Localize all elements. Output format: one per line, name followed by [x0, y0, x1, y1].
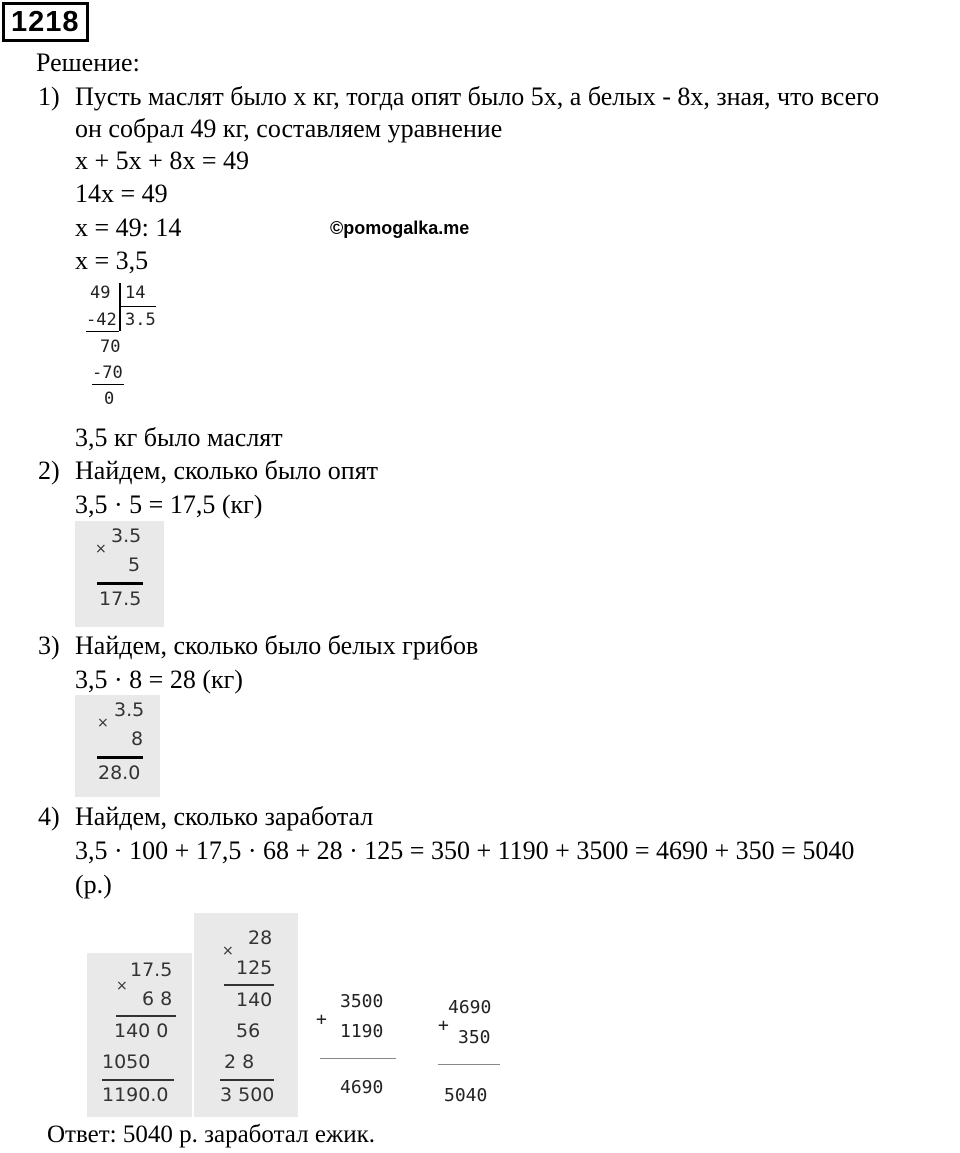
division-divisor-line: [121, 306, 156, 307]
watermark: ©pomogalka.me: [330, 218, 470, 238]
step1-line1: Пусть маслят было x кг, тогда опят было 5x, а белых - 8x, зная, что всего: [75, 82, 880, 111]
division-remainder2: 0: [104, 389, 115, 409]
task-number: 1218: [2, 2, 89, 42]
add2-term-b: 350: [458, 1027, 491, 1048]
step4-equation: 3,5 · 100 + 17,5 · 68 + 28 · 125 = 350 + 1190 + 3500 = 4690 + 350 = 5040: [75, 836, 855, 865]
step1-line2: он собрал 49 кг, составляем уравнение: [75, 114, 503, 143]
step1-equation4: x = 3,5: [75, 246, 149, 275]
step1-equation3: x = 49: 14: [75, 213, 182, 242]
mult-result-line: [97, 756, 143, 759]
calc2-line1: [224, 984, 274, 986]
mult-factor-a: 3.5: [114, 699, 145, 721]
calc2-partial3: 2 8: [224, 1051, 255, 1073]
calc2-factor-b: 125: [236, 957, 273, 979]
mult-result-line: [97, 582, 143, 585]
add2-result: 5040: [444, 1085, 488, 1106]
step4-marker: 4): [38, 802, 60, 831]
division-underline2: [92, 384, 124, 385]
calc2-result: 3 500: [220, 1084, 275, 1106]
step2-marker: 2): [38, 456, 60, 485]
multiply-sign-icon: ×: [97, 715, 109, 731]
multiply-sign-icon: ×: [222, 943, 234, 959]
mult-factor-b: 5: [128, 554, 141, 576]
step2-equation: 3,5 · 5 = 17,5 (кг): [75, 490, 263, 519]
answer-line: Ответ: 5040 р. заработал ежик.: [47, 1121, 375, 1148]
add1-term-b: 1190: [340, 1021, 384, 1042]
multiply-sign-icon: ×: [95, 541, 107, 557]
add2-line: [438, 1064, 500, 1065]
calc2-partial1: 140: [236, 989, 273, 1011]
calc1-partial1: 140 0: [114, 1020, 169, 1042]
step2-multiplication: [75, 521, 164, 627]
calc1-factor-b: 6 8: [142, 988, 173, 1010]
division-quotient: 3.5: [125, 310, 156, 330]
step3-multiplication: [75, 695, 160, 797]
calc1-result: 1190.0: [102, 1084, 169, 1106]
add1-term-a: 3500: [340, 991, 384, 1012]
add2-term-a: 4690: [448, 997, 492, 1018]
calc1-line1: [116, 1015, 176, 1017]
calc2-partial2: 56: [236, 1020, 261, 1042]
step1-equation1: x + 5x + 8x = 49: [75, 146, 249, 175]
division-divisor: 14: [125, 283, 146, 303]
mult-factor-a: 3.5: [111, 525, 142, 547]
calc1-line2: [102, 1079, 174, 1081]
mult-factor-b: 8: [131, 728, 144, 750]
mult-result: 28.0: [98, 762, 141, 784]
addition-3500-1190: [316, 990, 406, 1100]
calc-28-times-125: [194, 913, 298, 1117]
calc1-partial2: 1050: [102, 1051, 151, 1073]
step3-text: Найдем, сколько было белых грибов: [75, 631, 479, 660]
division-remainder1: 70: [100, 337, 121, 357]
step3-marker: 3): [38, 631, 60, 660]
step1-result: 3,5 кг было маслят: [75, 423, 283, 452]
plus-sign-icon: +: [316, 1009, 327, 1030]
division-dividend: 49: [90, 283, 111, 303]
mult-result: 17.5: [99, 588, 142, 610]
step4-text: Найдем, сколько заработал: [75, 802, 374, 831]
addition-4690-350: [436, 996, 516, 1106]
division-vertical-line: [119, 283, 121, 331]
calc1-factor-a: 17.5: [130, 959, 173, 981]
add1-result: 4690: [340, 1077, 384, 1098]
calc-17-5-times-68: [87, 953, 192, 1117]
plus-sign-icon: +: [438, 1015, 449, 1036]
step1-equation2: 14x = 49: [75, 179, 168, 208]
multiply-sign-icon: ×: [116, 978, 128, 994]
division-subtract1: -42: [86, 310, 117, 330]
step4-equation-unit: (р.): [75, 870, 112, 899]
calc2-factor-a: 28: [248, 927, 273, 949]
step3-equation: 3,5 · 8 = 28 (кг): [75, 665, 243, 694]
division-underline1: [86, 331, 119, 332]
step2-text: Найдем, сколько было опят: [75, 456, 379, 485]
add1-line: [320, 1058, 396, 1059]
calc2-line2: [220, 1079, 274, 1081]
division-subtract2: -70: [92, 363, 123, 383]
solution-heading: Решение:: [36, 48, 140, 77]
step1-marker: 1): [38, 82, 60, 111]
